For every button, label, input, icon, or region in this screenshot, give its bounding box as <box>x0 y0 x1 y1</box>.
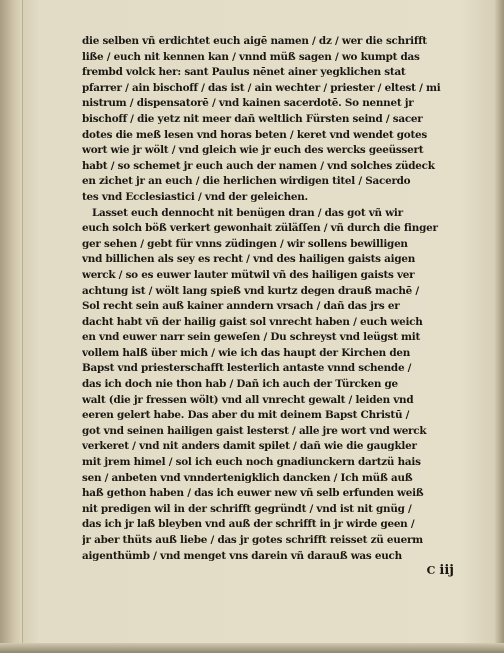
text-line: dacht habt vñ der hailig gaist sol vnrecht haben / euch weich <box>82 315 423 328</box>
catchword: C <box>426 564 436 577</box>
text-line: verkeret / vnd nit anders damit spilet / dañ wie die gaugkler <box>82 440 417 453</box>
text-line: nit predigen wil in der schrifft gegründt / vnd ist nit gnüg / <box>82 502 412 515</box>
text-line: ger sehen / gebt für vnns züdingen / wir sollens bewilligen <box>82 237 408 250</box>
text-line: achtung ist / wölt lang spieß vnd kurtz degen drauß machē / <box>82 284 419 297</box>
text-line: en zichet jr an euch / die herlichen wirdigen titel / Sacerdo <box>82 175 411 188</box>
text-line: liße / euch nit kennen kan / vnnd müß sagen / wo kumpt das <box>82 50 420 63</box>
text-line: Bapst vnd priesterschafft lesterlich antaste vnnd schende / <box>82 362 412 375</box>
text-line: tes vnd Ecclesiastici / vnd der geleichen. <box>82 190 308 203</box>
text-line: mit jrem himel / sol ich euch noch gnadiunckern dartzü hais <box>82 456 421 469</box>
text-line: haß gethon haben / das ich euwer new vñ selb erfunden weiß <box>82 487 424 500</box>
body-text <box>82 34 454 564</box>
text-line: got vnd seinen hailigen gaist lesterst / alle jre wort vnd werck <box>82 424 427 437</box>
text-line: die selben vñ erdichtet euch aigē namen / dz / wer die schrifft <box>82 35 427 47</box>
text-line: aigenthümb / vnd menget vns darein vñ darauß was euch <box>82 549 402 562</box>
text-line: walt (die jr fressen wölt) vnd all vnrecht gewalt / leiden vnd <box>82 393 414 406</box>
text-line: pfarrer / ain bischoff / das ist / ain wechter / priester / eltest / mi <box>82 81 441 94</box>
text-line: werck / so es euwer lauter mütwil vñ des hailigen gaists ver <box>82 268 415 281</box>
signature-number: iij <box>439 563 454 578</box>
text-line: eeren gelert habe. Das aber du mit deinem Bapst Christū / <box>82 409 410 422</box>
text-line: bischoff / die yetz nit meer dañ weltlich Fürsten seind / sacer <box>82 112 423 125</box>
page-edge-right <box>494 0 504 653</box>
text-line: vollem halß über mich / wie ich das haupt der Kirchen den <box>82 346 411 359</box>
text-line: das ich doch nie thon hab / Dañ ich auch der Türcken ge <box>82 378 398 391</box>
text-line: habt / so schemet jr euch auch der namen / vnd solches züdeck <box>82 159 435 172</box>
text-line: wort wie jr wölt / vnd gleich wie jr euch des wercks geeüssert <box>82 144 424 157</box>
text-line: dotes die meß lesen vnd horas beten / keret vnd wendet gotes <box>82 128 427 141</box>
text-line: sen / anbeten vnd vnndertenigklich dancken / Ich müß auß <box>82 471 413 484</box>
paragraph-start-line: Lasset euch dennocht nit benügen dran / das got vñ wir <box>92 206 403 219</box>
binding-gutter <box>0 0 23 653</box>
text-line: euch solch böß verkert gewonhait züläſſen / vñ durch die finger <box>82 222 438 235</box>
text-line: das ich jr laß bleyben vnd auß der schrifft in jr wirde geen / <box>82 518 415 531</box>
signature-mark <box>372 563 454 578</box>
text-line: Sol recht sein auß kainer anndern vrsach / dañ das jrs er <box>82 300 400 313</box>
page-edge-bottom <box>0 643 504 653</box>
text-line: frembd volck her: sant Paulus nēnet ainer yegklichen stat <box>82 66 406 79</box>
text-line: vnd billichen als sey es recht / vnd des hailigen gaists aigen <box>82 253 415 266</box>
text-line: jr aber thüts auß liebe / das jr gotes schrifft reisset zü euerm <box>82 534 423 546</box>
text-line: en vnd euwer narr sein geweſen / Du schreyst vnd leügst mit <box>82 331 421 344</box>
text-line: nistrum / dispensatorē / vnd kainen sacerdotē. So nennet jr <box>82 97 414 110</box>
